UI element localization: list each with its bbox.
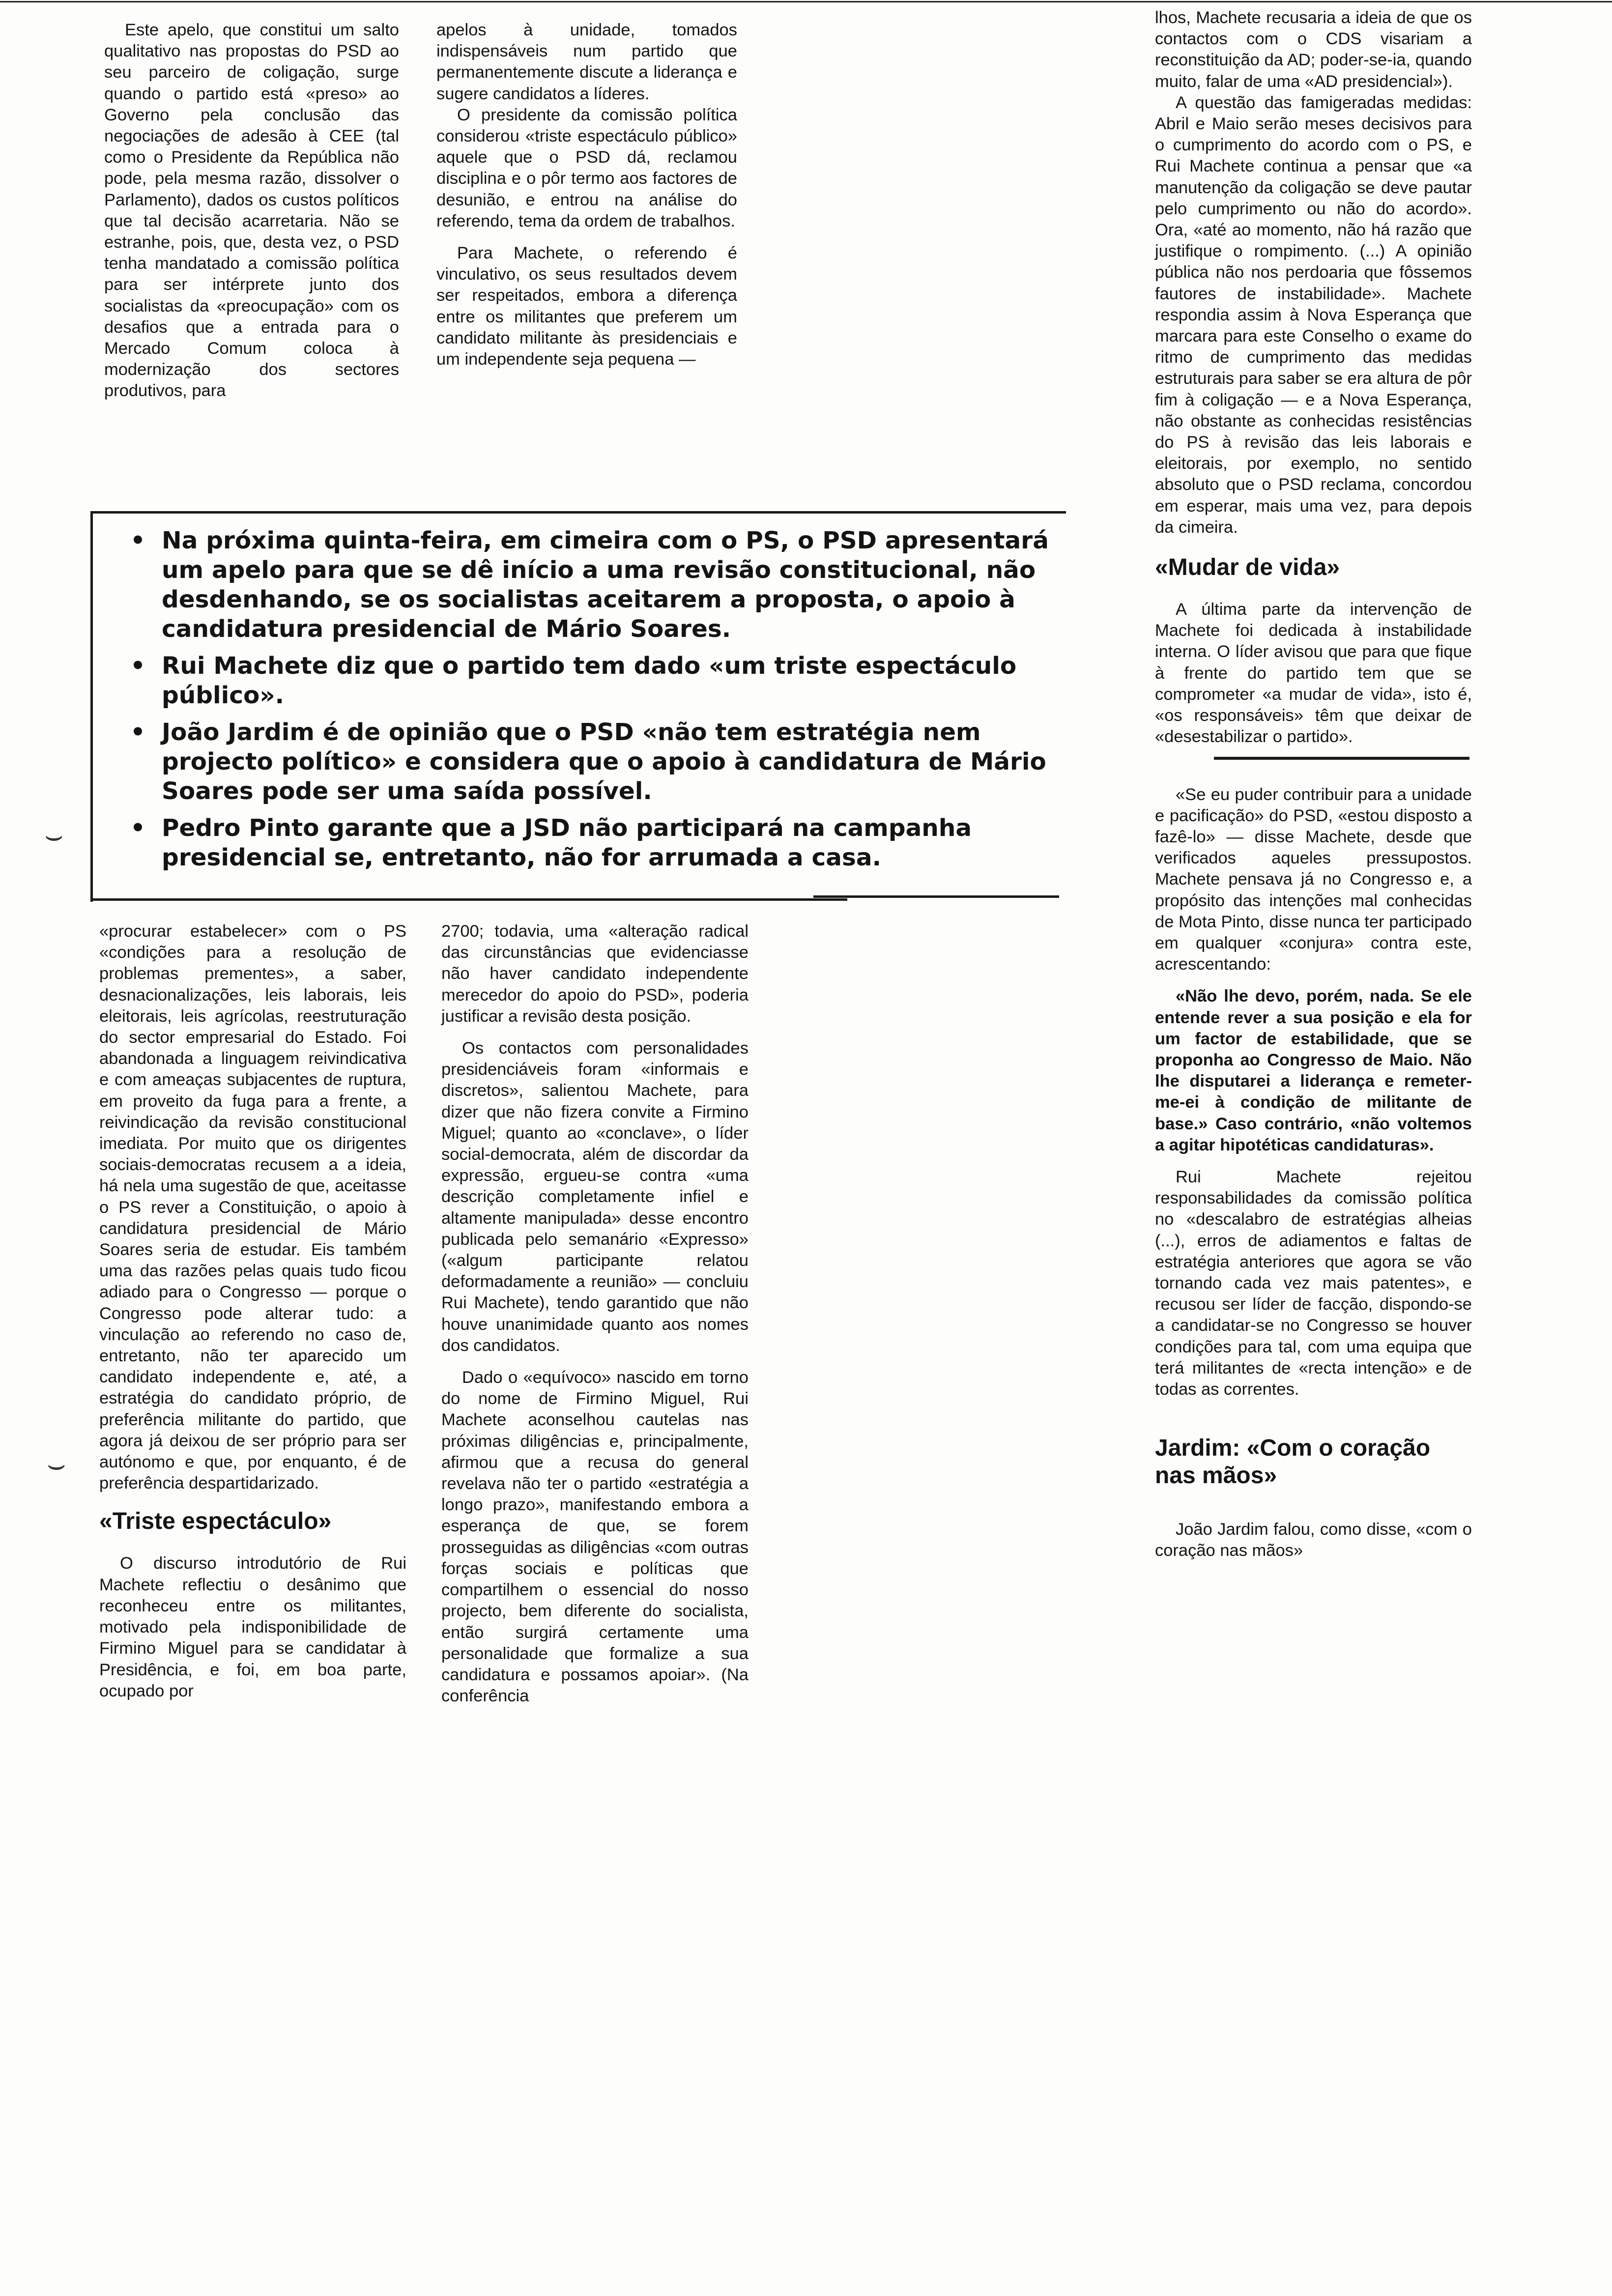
bullet-icon: • — [130, 718, 145, 746]
highlight-item: • Rui Machete diz que o partido tem dado «um triste espectáculo público». — [130, 652, 1017, 709]
paragraph: A última parte da intervenção de Machete foi dedicada à instabilidade interna. O líder avisou que para que fique à frente do partido tem que se comprometer «a mudar de vida», isto é, «os responsáveis» têm que deixar de «desestabilizar o partido». — [1155, 600, 1472, 746]
paragraph: lhos, Machete recusaria a ideia de que os contactos com o CDS visariam a reconstituição da AD; poder-se-ia, quando muito, falar de uma «AD presidencial»). — [1155, 8, 1472, 91]
section-rule — [1214, 757, 1469, 760]
highlight-item: • João Jardim é de opinião que o PSD «não tem estratégia nem projecto político» e considera que o apoio à candidatura de Mário Soares pode ser uma saída possível. — [130, 718, 1046, 805]
bullet-icon: • — [130, 652, 145, 680]
paragraph: Os contactos com personalidades presidenciáveis foram «informais e discretos», salientou Machete, para dizer que não fizera convite a Firmino Miguel; quanto ao «conclave», o líder social-democrata, além de discordar da expressão, ergueu-se contra «uma descrição completamente infiel e altamente manipulada» desse encontro publicada pelo semanário «Expresso» («algum participante relatou deformadamente a reunião» — concluiu Rui Machete), tendo garantido que não houve unanimidade quanto aos nomes dos candidatos. — [441, 1039, 748, 1355]
column-2-bottom — [441, 921, 748, 1707]
bullet-icon: • — [130, 814, 145, 842]
paragraph: apelos à unidade, tomados indispensáveis num partido que permanentemente discute a liderança e sugere candidatos a líderes. — [436, 21, 737, 103]
paragraph: O discurso introdutório de Rui Machete reflectiu o desânimo que reconheceu entre os militantes, motivado pela indisponibilidade de Firmino Miguel para se candidatar à Presidência, e foi, em boa parte, ocupado por — [99, 1554, 406, 1700]
paragraph: Dado o «equívoco» nascido em torno do nome de Firmino Miguel, Rui Machete aconselhou cautelas nas próximas diligências e, principalmente, afirmou que a recusa do general revelava não ter o partido «estratégia a longo prazo», manifestando embora a esperança de que, se forem prosseguidas as diligências «com outras forças sociais e políticas que compartilhem o essencial do nosso projecto, bem diferente do socialista, então surgirá certamente uma personalidade que formalize a sua candidatura e possamos apoiar». (Na conferência — [441, 1368, 748, 1706]
paragraph: João Jardim falou, como disse, «com o coração nas mãos» — [1155, 1520, 1472, 1560]
paragraph: «Se eu puder contribuir para a unidade e pacificação» do PSD, «estou disposto a fazê-lo» — disse Machete, desde que verificados aqueles pressupostos. Machete pensava já no Congresso e, a propósito das intenções mal conhecidas de Mota Pinto, disse nunca ter participado em qualquer «conjura» contra este, acrescentando: — [1155, 785, 1472, 974]
paragraph: Rui Machete rejeitou responsabilidades da comissão política no «descalabro de estratégias alheias (...), erros de adiamentos e faltas de estratégia anteriores que agora se vão tornando cada vez mais patentes», e recusou ser líder de facção, dispondo-se a candidatar-se no Congresso se houver condições para tal, com uma equipa que terá militantes de «recta intenção» e de todas as correntes. — [1155, 1167, 1472, 1399]
paragraph: «Não lhe devo, porém, nada. Se ele entende rever a sua posição e ela for um factor de estabilidade, que se proponha ao Congresso de Maio. Não lhe disputarei a liderança e remeter-me-ei à condição de militante de base.» Caso contrário, «não voltemos a agitar hipotéticas candidaturas». — [1155, 987, 1472, 1154]
margin-mark: ⌣ — [47, 1448, 66, 1481]
margin-mark: ⌣ — [44, 819, 64, 852]
subheading-mudar-de-vida: «Mudar de vida» — [1155, 554, 1340, 581]
column-2-top — [436, 20, 737, 370]
paragraph: 2700; todavia, uma «alteração radical das circunstâncias que evidenciasse não haver candidato independente merecedor do apoio do PSD», poderia justificar a revisão desta posição. — [441, 922, 748, 1026]
bullet-icon: • — [130, 527, 145, 554]
paragraph: Este apelo, que constitui um salto qualitativo nas propostas do PSD ao seu parceiro de coligação, surge quando o partido está «preso» ao Governo pela conclusão das negociações de adesão à CEE (tal como o Presidente da República não pode, pela mesma razão, dissolver o Parlamento), dados os custos políticos que tal decisão acarretaria. Não se estranhe, pois, que, desta vez, o PSD tenha mandatado a comissão política para ser intérprete junto dos socialistas da «preocupação» com os desafios que a entrada para o Mercado Comum coloca à modernização dos sectores produtivos, para — [104, 21, 399, 401]
highlights-list — [130, 526, 1054, 880]
column-1-top — [104, 20, 399, 402]
top-page-rule — [0, 1, 1612, 2]
subheading-jardim: Jardim: «Com o coração nas mãos» — [1155, 1435, 1431, 1489]
column-1-bottom — [99, 921, 406, 1702]
highlight-box-bottom-rule — [90, 898, 847, 901]
paragraph: A questão das famigeradas medidas: Abril e Maio serão meses decisivos para o cumprimento do acordo com o PS, e Rui Machete continua a pensar que «a manutenção da coligação se deve pautar pelo cumprimento ou não do acordo». Ora, «até ao momento, não há razão que justifique o rompimento. (...) A opinião pública não nos perdoaria que fôssemos fautores de instabilidade». Machete respondia assim à Nova Esperança que marcara para este Conselho o exame do ritmo de cumprimento das medidas estruturais para saber se era altura de pôr fim à coligação — e a Nova Esperança, não obstante as conhecidas resistências do PS à revisão das leis laborais e eleitorais, por exemplo, no sentido absoluto que o PSD reclama, concordou em esperar, mais uma vez, para depois da cimeira. — [1155, 93, 1472, 537]
highlight-item: • Pedro Pinto garante que a JSD não participará na campanha presidencial se, entretanto, não for arrumada a casa. — [130, 814, 972, 871]
paragraph: Para Machete, o referendo é vinculativo, os seus resultados devem ser respeitados, embora a diferença entre os militantes que preferem um candidato militante às presidenciais e um independente seja pequena — — [436, 244, 737, 369]
subheading-triste-espectaculo: «Triste espectáculo» — [99, 1508, 332, 1535]
column-3 — [1155, 7, 1472, 1562]
column-1-2-bottom-rule — [813, 895, 1059, 898]
paragraph: «procurar estabelecer» com o PS «condições para a resolução de problemas prementes», a saber, desnacionalizações, leis laborais, leis eleitorais, leis agrícolas, reestruturação do sector empresarial do Estado. Foi abandonada a linguagem reivindicativa e com ameaças subjacentes de ruptura, em proveito da fuga para a frente, a reivindicação da revisão constitucional imediata. Por muito que os dirigentes sociais-democratas recusem a a ideia, há nela uma sugestão de que, aceitasse o PS rever a Constituição, o apoio à candidatura presidencial de Mário Soares seria de estudar. Eis também uma das razões pelas quais tudo ficou adiado para o Congresso — porque o Congresso pode alterar tudo: a vinculação ao referendo no caso de, entretanto, não ter aparecido um candidato independente e, até, a estratégia do candidato próprio, de preferência militante do partido, que agora já deixou de ser próprio para ser autónomo e que, por enquanto, é de preferência despartidarizado. — [99, 922, 406, 1493]
highlight-item: • Na próxima quinta-feira, em cimeira com o PS, o PSD apresentará um apelo para que se dê início a uma revisão constitucional, não desdenhando, se os socialistas aceitarem a proposta, o apoio à candidatura presidencial de Mário Soares. — [130, 527, 1049, 643]
paragraph: O presidente da comissão política considerou «triste espectáculo público» aquele que o PSD dá, reclamou disciplina e o pôr termo aos factores de desunião, e entrou na análise do referendo, tema da ordem de trabalhos. — [436, 105, 737, 230]
